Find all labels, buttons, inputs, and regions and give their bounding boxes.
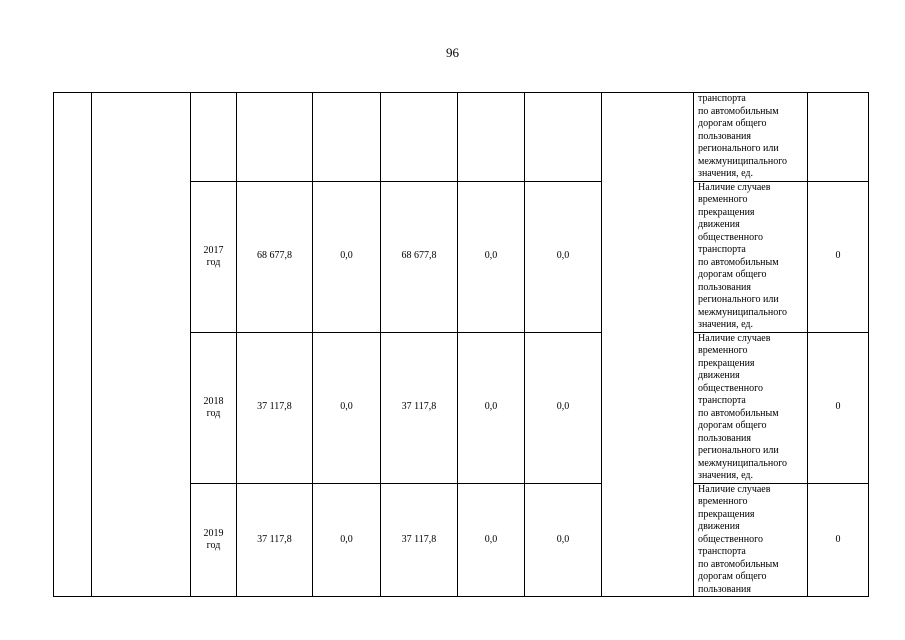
funding-total-cell — [237, 93, 313, 182]
funding-other-cell: 0,0 — [525, 332, 602, 483]
funding-local-cell: 0,0 — [458, 181, 525, 332]
funding-local-cell: 0,0 — [458, 483, 525, 597]
funding-regional-cell — [381, 93, 458, 182]
funding-other-cell — [525, 93, 602, 182]
target-value-cell: 0 — [808, 332, 869, 483]
funding-federal-cell: 0,0 — [313, 181, 381, 332]
funding-other-cell: 0,0 — [525, 483, 602, 597]
funding-regional-cell: 37 117,8 — [381, 332, 458, 483]
indicator-cell: Наличие случаев временного прекращения движения общественного транспорта по автомобильным дорогам общего пользования регионального или межмуниципального значения, ед. — [694, 181, 808, 332]
indicator-cell: Наличие случаев временного прекращения движения общественного транспорта по автомобильным дорогам общего пользования — [694, 483, 808, 597]
event-name-cell — [92, 93, 191, 597]
indicator-cell: транспорта по автомобильным дорогам общего пользования регионального или межмуниципального значения, ед. — [694, 93, 808, 182]
target-value-cell — [808, 93, 869, 182]
funding-local-cell: 0,0 — [458, 332, 525, 483]
funding-other-cell: 0,0 — [525, 181, 602, 332]
year-cell: 2017 год — [191, 181, 237, 332]
target-value-cell: 0 — [808, 483, 869, 597]
funding-federal-cell: 0,0 — [313, 332, 381, 483]
executor-cell — [602, 93, 694, 597]
funding-regional-cell: 37 117,8 — [381, 483, 458, 597]
row-number-cell — [54, 93, 92, 597]
funding-federal-cell — [313, 93, 381, 182]
indicator-cell: Наличие случаев временного прекращения движения общественного транспорта по автомобильным дорогам общего пользования регионального или межмуниципального значения, ед. — [694, 332, 808, 483]
table-row — [54, 93, 869, 182]
funding-local-cell — [458, 93, 525, 182]
funding-regional-cell: 68 677,8 — [381, 181, 458, 332]
funding-total-cell: 37 117,8 — [237, 332, 313, 483]
year-cell: 2019 год — [191, 483, 237, 597]
target-value-cell: 0 — [808, 181, 869, 332]
report-table — [53, 92, 869, 597]
year-cell — [191, 93, 237, 182]
funding-federal-cell: 0,0 — [313, 483, 381, 597]
funding-total-cell: 68 677,8 — [237, 181, 313, 332]
page-number: 96 — [446, 45, 459, 60]
year-cell: 2018 год — [191, 332, 237, 483]
funding-total-cell: 37 117,8 — [237, 483, 313, 597]
